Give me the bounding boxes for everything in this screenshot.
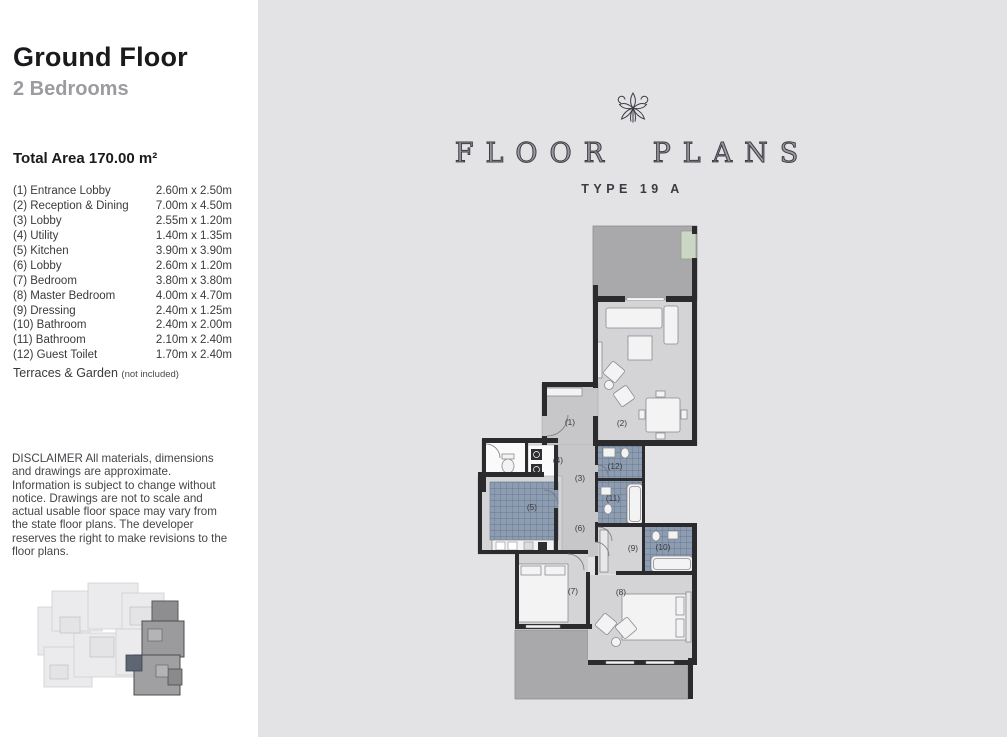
page-subtitle: 2 Bedrooms bbox=[13, 78, 129, 100]
room-list-item bbox=[13, 304, 232, 319]
pillow bbox=[676, 619, 684, 637]
room-dims: 2.60m x 1.20m bbox=[155, 259, 232, 272]
room-dims: 1.70m x 2.40m bbox=[155, 349, 232, 362]
console-shelf bbox=[546, 388, 582, 396]
room-list-item bbox=[13, 318, 232, 333]
sofa-side bbox=[664, 306, 678, 344]
room-name: (7) Bedroom bbox=[13, 274, 77, 287]
room-list-item bbox=[13, 274, 232, 289]
room-dims: 3.80m x 3.80m bbox=[155, 274, 232, 287]
room-label-10: (10) bbox=[655, 542, 671, 552]
room-list-item bbox=[13, 184, 232, 199]
terrace-note-text: Terraces & Garden bbox=[13, 366, 118, 380]
sink bbox=[668, 531, 678, 539]
side-table bbox=[605, 381, 614, 390]
room-label-1: (1) bbox=[564, 417, 576, 427]
room-list-item bbox=[13, 259, 232, 274]
plan-type-label: TYPE 19 A bbox=[581, 182, 684, 196]
sofa bbox=[606, 308, 662, 328]
planter-box bbox=[681, 231, 696, 259]
room-name: (4) Utility bbox=[13, 229, 59, 242]
room-label-9: (9) bbox=[627, 543, 639, 553]
room-dims: 2.55m x 1.20m bbox=[155, 214, 232, 227]
room-label-8: (8) bbox=[615, 587, 627, 597]
room-list-item bbox=[13, 229, 232, 244]
room-name: (11) Bathroom bbox=[13, 334, 86, 347]
toilet-tank bbox=[502, 454, 514, 459]
room-label-11: (11) bbox=[605, 493, 621, 503]
room-list-item bbox=[13, 289, 232, 304]
room-list-item bbox=[13, 199, 232, 214]
room-label-6: (6) bbox=[574, 523, 586, 533]
room-name: (6) Lobby bbox=[13, 259, 62, 272]
room-label-4: (4) bbox=[552, 455, 564, 465]
toilet bbox=[604, 504, 612, 514]
room-dims: 2.40m x 1.25m bbox=[155, 304, 232, 317]
site-key-plan-thumbnail bbox=[30, 577, 212, 705]
room-name: (10) Bathroom bbox=[13, 319, 87, 332]
sink bbox=[603, 448, 615, 457]
round-table bbox=[612, 638, 621, 647]
room-dims: 2.40m x 2.00m bbox=[155, 319, 232, 332]
room-name: (3) Lobby bbox=[13, 214, 62, 227]
toilet bbox=[621, 448, 629, 458]
room-dims: 4.00m x 4.70m bbox=[155, 289, 232, 302]
floor-plan-drawing bbox=[470, 212, 710, 707]
disclaimer-text: DISCLAIMER All materials, dimensions and drawings are approximate. Information is subject to change without notice. Drawings are not to scale and actual usable floor space may vary from the state floor plans. The developer reserves the right to make revisions to the floor plans. bbox=[12, 452, 228, 559]
room-lobby-corridor bbox=[558, 445, 598, 557]
terrace-garden-note bbox=[13, 366, 179, 380]
pillow bbox=[521, 566, 541, 575]
pillow bbox=[676, 597, 684, 615]
dining-chair bbox=[681, 410, 687, 419]
room-name: (12) Guest Toilet bbox=[13, 349, 98, 362]
dining-chair bbox=[656, 391, 665, 397]
page-title: Ground Floor bbox=[13, 42, 188, 72]
room-name: (8) Master Bedroom bbox=[13, 289, 116, 302]
room-dims: 7.00m x 4.50m bbox=[155, 199, 232, 212]
terrace-note-suffix: (not included) bbox=[121, 369, 179, 380]
room-name: (2) Reception & Dining bbox=[13, 199, 129, 212]
floor-plans-heading: FLOOR PLANS bbox=[454, 138, 811, 169]
pillow bbox=[545, 566, 565, 575]
room-label-12: (12) bbox=[607, 461, 623, 471]
room-dims: 1.40m x 1.35m bbox=[155, 229, 232, 242]
room-label-7: (7) bbox=[567, 586, 579, 596]
room-label-3: (3) bbox=[574, 473, 586, 483]
room-name: (1) Entrance Lobby bbox=[13, 185, 111, 197]
room-name: (9) Dressing bbox=[13, 304, 76, 317]
toilet bbox=[652, 531, 660, 541]
dining-table bbox=[646, 398, 680, 432]
headboard bbox=[686, 592, 691, 642]
room-list-item bbox=[13, 244, 232, 259]
room-dims: 3.90m x 3.90m bbox=[155, 244, 232, 257]
room-list-item bbox=[13, 333, 232, 348]
room-dims: 2.10m x 2.40m bbox=[155, 334, 232, 347]
wardrobe bbox=[600, 530, 608, 572]
room-label-2: (2) bbox=[616, 418, 628, 428]
room-list-item bbox=[13, 348, 232, 363]
lotus-ornament-icon bbox=[615, 90, 651, 128]
total-area-label: Total Area 170.00 m² bbox=[13, 150, 158, 167]
room-dims: 2.60m x 2.50m bbox=[155, 185, 232, 197]
toilet bbox=[502, 459, 514, 473]
coffee-table bbox=[628, 336, 652, 360]
room-dimension-list bbox=[13, 184, 232, 363]
room-list-item bbox=[13, 214, 232, 229]
room-name: (5) Kitchen bbox=[13, 244, 69, 257]
dining-chair bbox=[639, 410, 645, 419]
dining-chair bbox=[656, 433, 665, 439]
room-label-5: (5) bbox=[526, 502, 538, 512]
